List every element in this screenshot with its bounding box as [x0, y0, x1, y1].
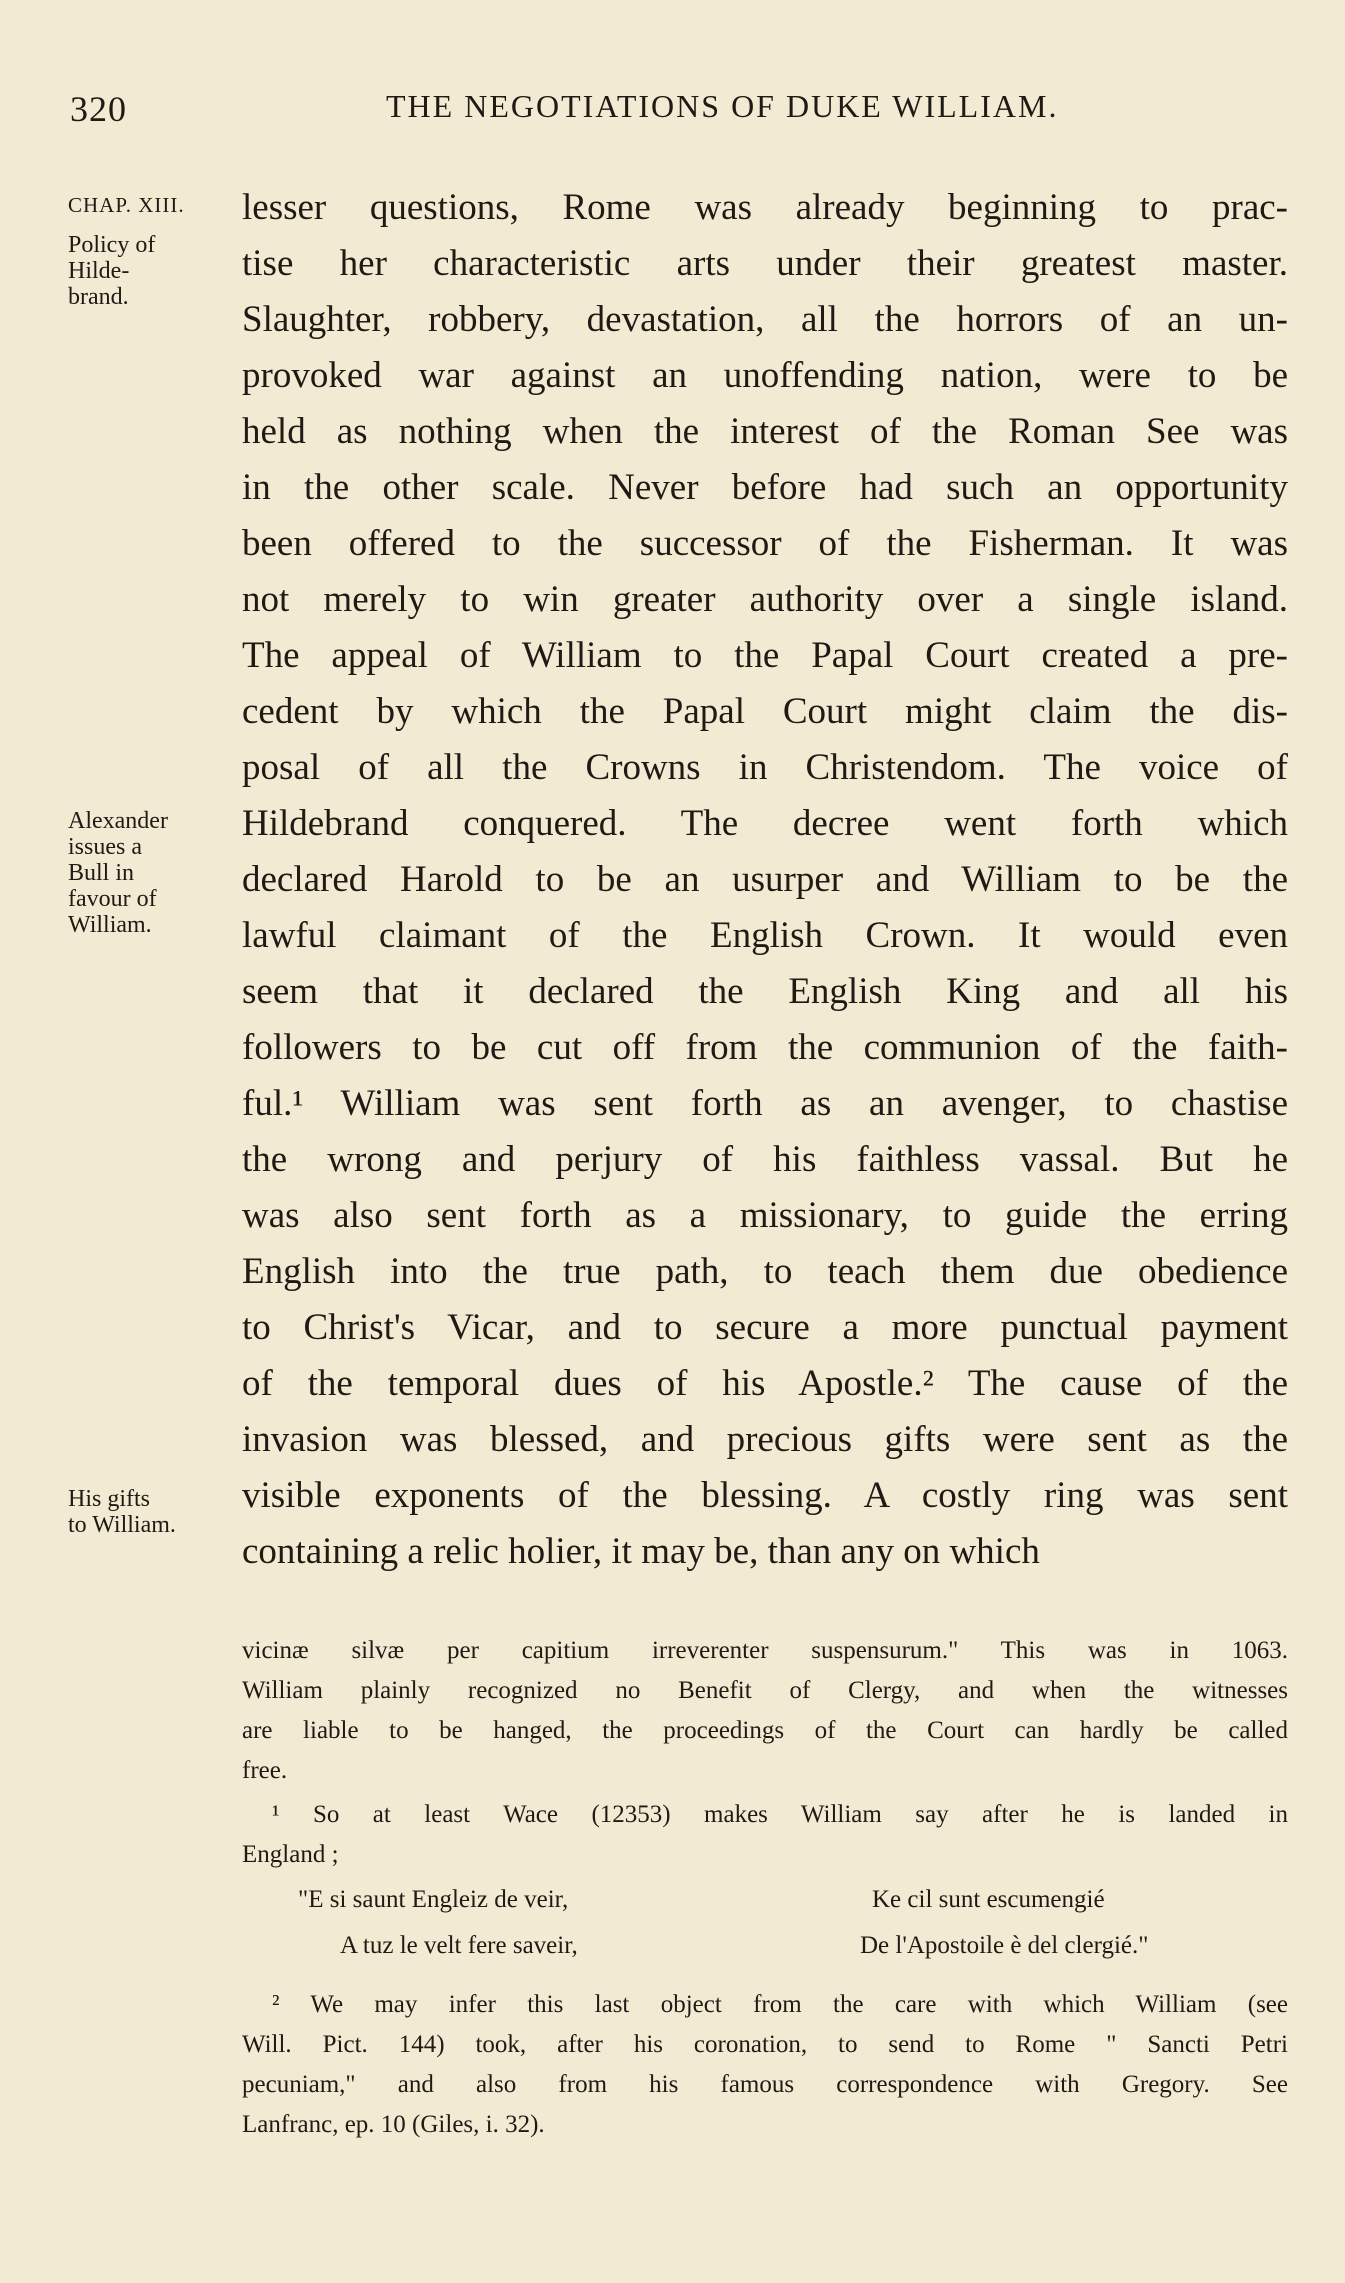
- body-line: was also sent forth as a missionary, to guide the erring: [242, 1195, 1288, 1236]
- verse-line: De l'Apostoile è del clergié.": [860, 1932, 1149, 1959]
- body-line: Slaughter, robbery, devastation, all the horrors of an un-: [242, 299, 1288, 340]
- footnote-2: ² We may infer this last object from the care with which William (see: [272, 1991, 1288, 2018]
- body-line: The appeal of William to the Papal Court created a pre-: [242, 635, 1288, 676]
- verse-line: A tuz le velt fere saveir,: [340, 1932, 578, 1959]
- body-line: lawful claimant of the English Crown. It would even: [242, 915, 1288, 956]
- chapter-label: CHAP. XIII.: [68, 193, 185, 217]
- running-title: THE NEGOTIATIONS OF DUKE WILLIAM.: [386, 88, 1059, 124]
- margin-note-gifts: [68, 1486, 238, 1538]
- margin-line: Alexander: [68, 808, 168, 834]
- body-line: not merely to win greater authority over a single island.: [242, 579, 1288, 620]
- body-line: invasion was blessed, and precious gifts were sent as the: [242, 1419, 1288, 1460]
- body-line: in the other scale. Never before had such an opportunity: [242, 467, 1288, 508]
- body-line: posal of all the Crowns in Christendom. The voice of: [242, 747, 1288, 788]
- body-line: provoked war against an unoffending nation, were to be: [242, 355, 1288, 396]
- body-line: visible exponents of the blessing. A costly ring was sent: [242, 1475, 1288, 1516]
- body-line: the wrong and perjury of his faithless vassal. But he: [242, 1139, 1288, 1180]
- verse-line: "E si saunt Engleiz de veir,: [298, 1886, 569, 1913]
- margin-line: William.: [68, 912, 152, 938]
- body-line: seem that it declared the English King and all his: [242, 971, 1288, 1012]
- body-line: tise her characteristic arts under their greatest master.: [242, 243, 1288, 284]
- footnote-line: are liable to be hanged, the proceedings of the Court can hardly be called: [242, 1717, 1288, 1744]
- margin-line: to William.: [68, 1512, 176, 1538]
- margin-line: Policy of: [68, 232, 156, 258]
- page-number: 320: [70, 89, 127, 129]
- margin-line: His gifts: [68, 1486, 151, 1512]
- body-line: held as nothing when the interest of the Roman See was: [242, 411, 1288, 452]
- margin-line: Bull in: [68, 860, 135, 886]
- body-line: of the temporal dues of his Apostle.² The cause of the: [242, 1363, 1288, 1404]
- footnote-line: Will. Pict. 144) took, after his coronation, to send to Rome " Sancti Petri: [242, 2031, 1288, 2058]
- footnote-1: ¹ So at least Wace (12353) makes William say after he is landed in: [272, 1801, 1288, 1828]
- footnote-line: vicinæ silvæ per capitium irreverenter suspensurum." This was in 1063.: [242, 1637, 1288, 1664]
- body-line: Hildebrand conquered. The decree went forth which: [242, 803, 1288, 844]
- footnote-line: pecuniam," and also from his famous correspondence with Gregory. See: [242, 2071, 1288, 2098]
- footnote-line: William plainly recognized no Benefit of Clergy, and when the witnesses: [242, 1677, 1288, 1704]
- body-line: containing a relic holier, it may be, than any on which: [242, 1531, 1040, 1572]
- footnote-line: Lanfranc, ep. 10 (Giles, i. 32).: [242, 2111, 545, 2138]
- body-line: followers to be cut off from the communion of the faith-: [242, 1027, 1288, 1068]
- body-line: English into the true path, to teach them due obedience: [242, 1251, 1288, 1292]
- footnote-line: free.: [242, 1757, 288, 1784]
- body-line: to Christ's Vicar, and to secure a more punctual payment: [242, 1307, 1288, 1348]
- page-header: [0, 88, 1345, 138]
- margin-chapter: [68, 192, 238, 218]
- body-line: been offered to the successor of the Fisherman. It was: [242, 523, 1288, 564]
- body-line: cedent by which the Papal Court might claim the dis-: [242, 691, 1288, 732]
- body-line: declared Harold to be an usurper and William to be the: [242, 859, 1288, 900]
- footnote-line: England ;: [242, 1841, 339, 1868]
- margin-note-bull: [68, 808, 238, 938]
- margin-line: Hilde-: [68, 258, 130, 284]
- body-line: ful.¹ William was sent forth as an avenger, to chastise: [242, 1083, 1288, 1124]
- margin-note-policy: [68, 232, 238, 310]
- verse-line: Ke cil sunt escumengié: [872, 1886, 1105, 1913]
- margin-line: issues a: [68, 834, 142, 860]
- margin-line: favour of: [68, 886, 157, 912]
- margin-line: brand.: [68, 284, 129, 310]
- body-line: lesser questions, Rome was already beginning to prac-: [242, 187, 1288, 228]
